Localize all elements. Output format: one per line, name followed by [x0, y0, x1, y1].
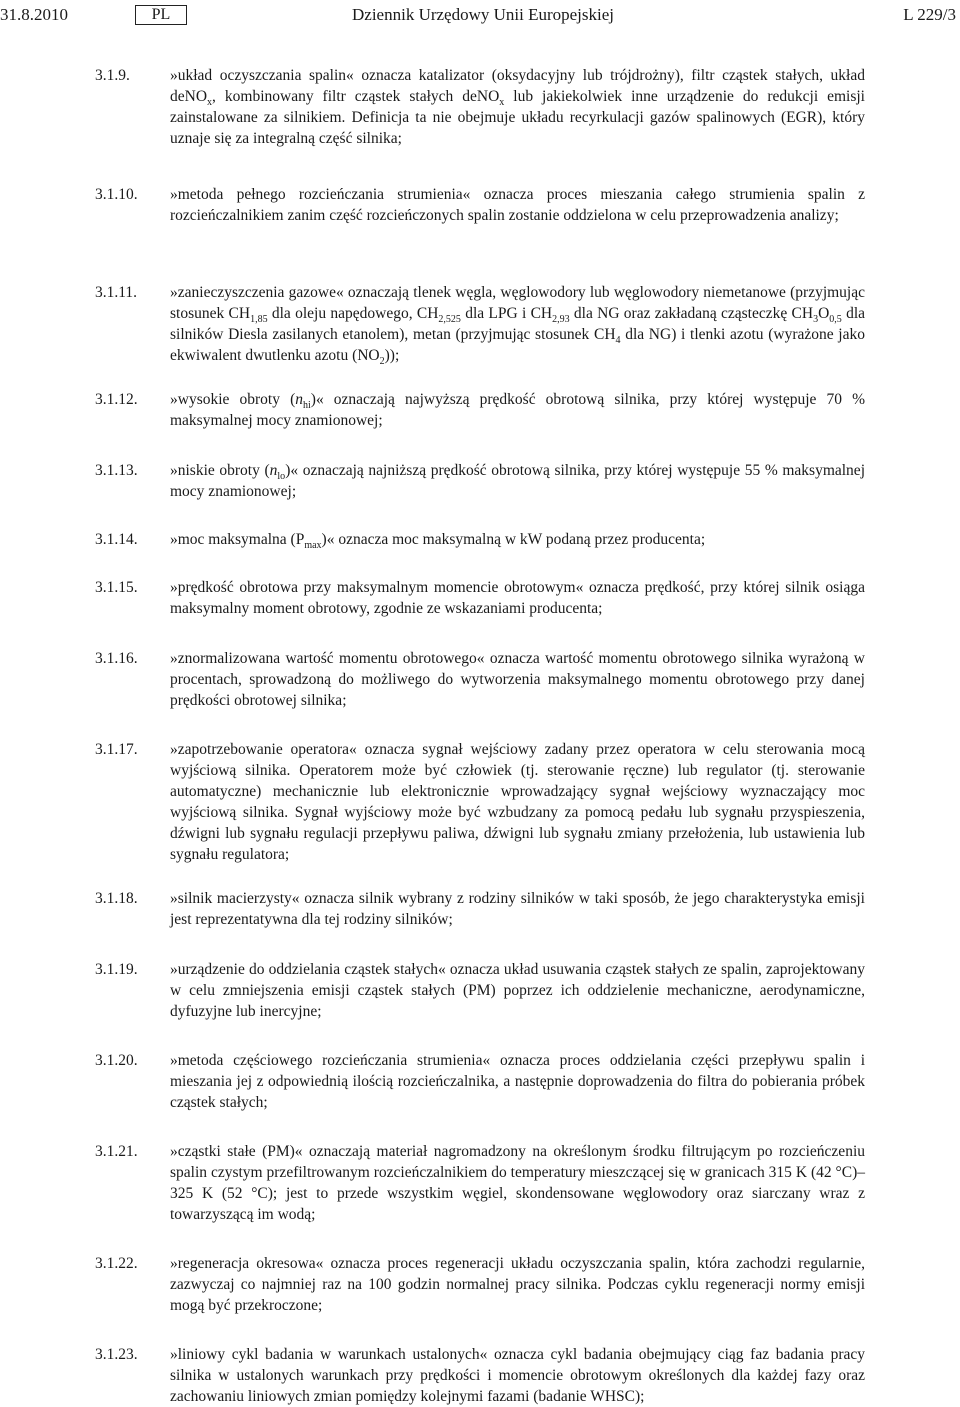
definition-entry: [0, 1050, 960, 1113]
definition-number: 3.1.14.: [95, 531, 138, 548]
definition-text: »znormalizowana wartość momentu obrotowego« oznacza wartość momentu obrotowego silnika wyrażoną w procentach, sprowadzoną do możliwego do wytworzenia maksymalnego momentu obrotowego przy danej prędkości obrotowej silnika;: [170, 650, 865, 709]
definition-number: 3.1.21.: [95, 1143, 138, 1160]
publication-date: 31.8.2010: [0, 5, 68, 24]
definition-text: »zanieczyszczenia gazowe« oznaczają tlenek węgla, węglowodory lub węglowodory niemetanowe (przyjmując stosunek $CH_{1,85}$ dla oleju napędowego, $CH_{2,525}$ dla LPG i $CH_{2,93}$ dla NG oraz zakładaną cząsteczkę $CH_3O_{0,5}$ dla silników Diesla zasilanych etanolem), metan (przyjmując stosunek $CH_4$ dla NG) i tlenki azotu (wyrażone jako ekwiwalent dwutlenku azotu $(NO_2)$);: [170, 284, 866, 368]
definition-entry: [0, 529, 960, 550]
definition-entry: [0, 577, 960, 619]
definition-entry: [0, 1141, 960, 1225]
definition-entry: [0, 1253, 960, 1316]
definition-number: 3.1.9.: [95, 67, 130, 84]
definition-text: »zapotrzebowanie operatora« oznacza sygnał wejściowy zadany przez operatora w celu sterowania mocą wyjściową silnika. Operatorem może być człowiek (tj. sterowanie ręczne) lub regulator (tj. sterowanie automatyczne) mechanicznie lub elektronicznie wprowadzający sygnał wejściowy wyznaczający moc wyjściową silnika. Sygnał wyjściowy może być wzbudzany za pomocą pedału lub sygnału przyspieszenia, dźwigni lub sygnału regulacji przepływu paliwa, dźwigni lub sygnału zmiany przełożenia, lub ustawienia lub sygnału regulatora;: [170, 741, 865, 863]
definition-text: »regeneracja okresowa« oznacza proces regeneracji układu oczyszczania spalin, która zachodzi regularnie, zazwyczaj co najmniej raz na 100 godzin normalnej pracy silnika. Podczas cyklu regeneracji normy emisji mogą być przekroczone;: [170, 1255, 865, 1314]
definition-entry: [0, 739, 960, 865]
definition-text: »niskie obroty $(n_{lo})«$ oznaczają najniższą prędkość obrotową silnika, przy której występuje 55 % maksymalnej mocy znamionowej;: [170, 462, 865, 500]
definition-number: 3.1.12.: [95, 391, 138, 408]
definition-text: »liniowy cykl badania w warunkach ustalonych« oznacza cykl badania obejmujący ciąg faz badania pracy silnika w ustalonych warunkach przy prędkości i momencie obrotowym określonych dla każdej fazy oraz zachowaniu liniowych zmian pomiędzy kolejnymi fazami (badanie WHSC);: [170, 1346, 865, 1405]
definition-entry: [0, 648, 960, 711]
definition-entry: [0, 184, 960, 226]
definition-entry: [0, 1344, 960, 1407]
definition-text: »układ oczyszczania spalin« oznacza katalizator (oksydacyjny lub trójdrożny), filtr cząstek stałych, układ deNO$_x$, kombinowany filtr cząstek stałych deNO$_x$ lub jakiekolwiek inne urządzenie do redukcji emisji zainstalowane za silnikiem. Definicja ta nie obejmuje układu recyrkulacji gazów spalinowych (EGR), który uznaje się za integralną część silnika;: [170, 67, 865, 147]
definition-number: 3.1.10.: [95, 186, 138, 203]
definition-text: »urządzenie do oddzielania cząstek stałych« oznacza układ usuwania cząstek stałych ze spalin, zaprojektowany w celu zmniejszenia emisji cząstek stałych (PM) poprzez ich oddzielenie mechaniczne, aerodynamiczne, dyfuzyjne lub inercyjne;: [170, 961, 865, 1020]
definition-number: 3.1.15.: [95, 579, 138, 596]
definition-text: »moc maksymalna $(P_{max})«$ oznacza moc maksymalną w kW podaną przez producenta;: [170, 531, 706, 552]
definition-text: »prędkość obrotowa przy maksymalnym momencie obrotowym« oznacza prędkość, przy której silnik osiąga maksymalny moment obrotowy, zgodnie ze wskazaniami producenta;: [170, 579, 865, 617]
definition-number: 3.1.23.: [95, 1346, 138, 1363]
definition-entry: [0, 389, 960, 431]
definition-entry: [0, 282, 960, 366]
definition-number: 3.1.18.: [95, 890, 138, 907]
definition-entry: [0, 888, 960, 930]
definition-text: »silnik macierzysty« oznacza silnik wybrany z rodziny silników w taki sposób, że jego charakterystyka emisji jest reprezentatywna dla tej rodziny silników;: [170, 890, 865, 928]
definition-number: 3.1.20.: [95, 1052, 138, 1069]
definition-number: 3.1.11.: [95, 284, 138, 301]
definition-number: 3.1.19.: [95, 961, 138, 978]
definition-entry: [0, 959, 960, 1022]
definition-number: 3.1.13.: [95, 462, 138, 479]
definition-text: »cząstki stałe (PM)« oznaczają materiał nagromadzony na określonym środku filtrującym po rozcieńczeniu spalin czystym przefiltrowanym rozcieńczalnikiem do temperatury mieszczącej się w granicach 315 K (42 °C)–325 K (52 °C); jest to przede wszystkim węgiel, skondensowane węglowodory oraz siarczany wraz z towarzyszącą im wodą;: [170, 1143, 865, 1223]
definition-entry: [0, 65, 960, 149]
page-number: L 229/3: [903, 5, 956, 24]
definition-text: »metoda częściowego rozcieńczania strumienia« oznacza proces oddzielania części przepływu spalin i mieszania jej z odpowiednią ilością rozcieńczalnika, a następnie doprowadzenia do filtra do pobierania próbek cząstek stałych;: [170, 1052, 865, 1111]
journal-title: Dziennik Urzędowy Unii Europejskiej: [352, 5, 615, 24]
definition-number: 3.1.22.: [95, 1255, 138, 1272]
page-header: [0, 0, 960, 30]
definition-text: »wysokie obroty $(n_{hi})«$ oznaczają najwyższą prędkość obrotową silnika, przy której występuje 70 % maksymalnej mocy znamionowej;: [170, 391, 865, 429]
definition-number: 3.1.16.: [95, 650, 138, 667]
definition-text: »metoda pełnego rozcieńczania strumienia« oznacza proces mieszania całego strumienia spalin z rozcieńczalnikiem zanim część rozcieńczonych spalin zostanie oddzielona w celu przeprowadzenia analizy;: [170, 186, 865, 224]
language-badge: PL: [135, 5, 187, 25]
definition-entry: [0, 460, 960, 502]
definition-number: 3.1.17.: [95, 741, 138, 758]
